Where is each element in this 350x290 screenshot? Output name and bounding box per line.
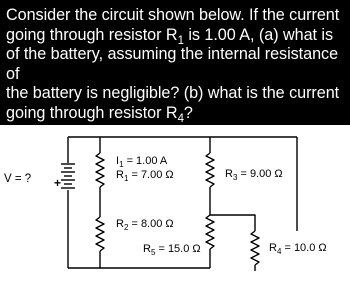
r3-resistor	[206, 153, 214, 187]
r2-label-subscript: 2	[123, 223, 129, 233]
r1-value: = 7.00 Ω	[128, 169, 174, 181]
circuit-diagram	[0, 125, 350, 290]
question-text	[6, 6, 346, 124]
r5-value: = 15.0 Ω	[155, 243, 201, 255]
r4-resistor	[251, 231, 259, 265]
battery-symbol	[61, 164, 75, 188]
question-line-3-text: of the battery, assuming the internal resistance of	[6, 45, 339, 83]
question-line-3	[6, 45, 346, 84]
i1-value: = 1.00 A	[123, 155, 168, 167]
r4-value: = 10.0 Ω	[281, 242, 327, 254]
r1-resistor	[96, 153, 104, 187]
question-line-1-text: Consider the circuit shown below. If the current	[6, 6, 340, 24]
question-line-5	[6, 104, 346, 124]
question-line-2-end: is 1.00 A, (a) what is	[183, 25, 334, 44]
resistor-r5-label	[143, 243, 201, 258]
question-line-2	[6, 26, 346, 46]
question-line-1	[6, 6, 346, 26]
battery-plus-sign: +	[54, 176, 62, 190]
r1-symbol: R	[116, 169, 124, 181]
question-line-5-start: going through resistor R	[6, 103, 178, 122]
resistor-r1-label	[116, 169, 174, 184]
r4-wire-left	[210, 215, 255, 231]
resistor-r2-label	[116, 218, 174, 233]
resistor-r3-label	[225, 168, 283, 183]
r4-label-subscript: 4	[276, 247, 282, 257]
r2-value: = 8.00 Ω	[128, 218, 174, 230]
r5-label-subscript: 5	[150, 248, 156, 258]
r5-symbol: R	[143, 243, 151, 255]
r2-resistor	[96, 217, 104, 251]
circuit-drawing	[0, 125, 350, 290]
question-line-4-text: the battery is negligible? (b) what is the current	[6, 84, 340, 103]
r4-symbol: R	[269, 242, 277, 254]
r5-resistor	[206, 215, 214, 249]
i1-symbol: I	[116, 155, 120, 167]
i1-subscript: 1	[119, 160, 124, 170]
r1-subscript: 1	[177, 34, 184, 47]
question-line-4	[6, 84, 346, 104]
r1-label-subscript: 1	[123, 174, 129, 184]
r2-symbol: R	[116, 218, 124, 230]
question-line-5-end: ?	[183, 103, 193, 122]
current-i1-label	[116, 155, 168, 170]
question-line-2-start: going through resistor R	[6, 25, 178, 44]
r3-label-subscript: 3	[232, 173, 238, 183]
battery-voltage-label: V = ?	[4, 173, 32, 185]
resistor-r4-label	[269, 242, 327, 257]
r3-value: = 9.00 Ω	[237, 168, 283, 180]
r4-subscript: 4	[177, 113, 184, 126]
r3-symbol: R	[225, 168, 233, 180]
